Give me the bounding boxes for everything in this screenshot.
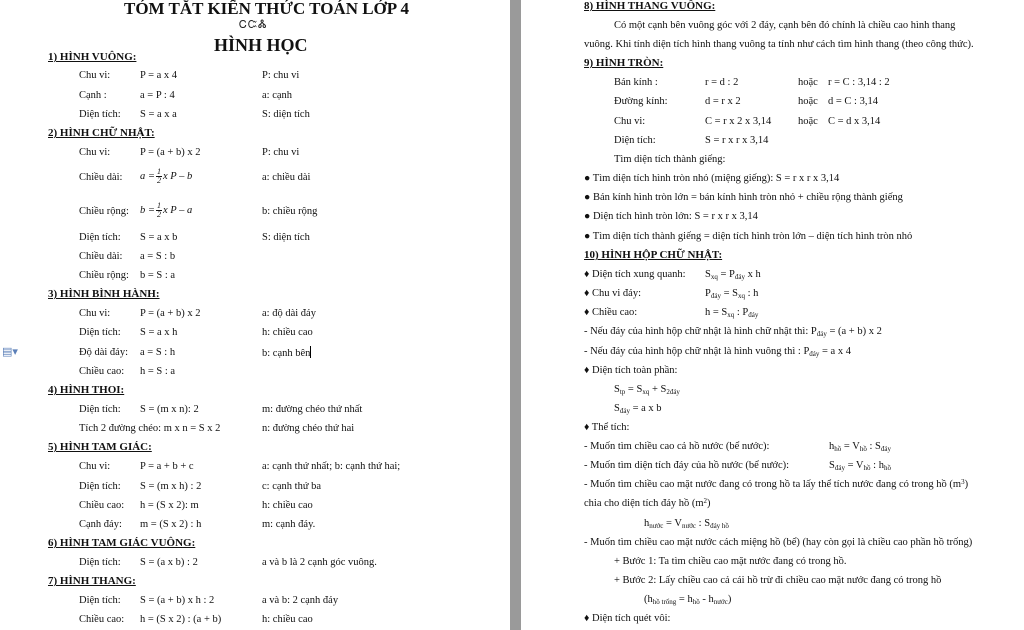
row-desc: P: chu vi bbox=[262, 70, 300, 81]
heading-parallelogram: 3) HÌNH BÌNH HÀNH: bbox=[48, 288, 160, 300]
row-formula: $(h_{hồ trống} = h_{hồ} - h_{nước})$ bbox=[644, 594, 732, 606]
row-desc: a và b là 2 cạnh góc vuông. bbox=[262, 557, 377, 568]
row-label: Chiều rộng: bbox=[79, 206, 129, 217]
bullet-item: ● Tìm diện tích thành giếng = diện tích hình tròn lớn – diện tích hình tròn nhỏ bbox=[584, 231, 913, 242]
bullet-item: ● Diện tích hình tròn lớn: S = r x r x 3,14 bbox=[584, 211, 758, 222]
row-label: Chiều rộng: bbox=[79, 270, 129, 281]
row-formula-alt: d = C : 3,14 bbox=[828, 96, 878, 107]
note-line: - Muốn tìm chiều cao mặt nước cách miệng hồ (bể) (hay còn gọi là chiều cao phần hồ trống) bbox=[584, 537, 973, 548]
row-label: ♦ Diện tích quét vôi: bbox=[584, 613, 671, 624]
row-label: Diện tích: bbox=[79, 595, 121, 606]
fraction-formula: b = $\frac{1}{2}$ x P – a bbox=[140, 201, 193, 220]
note-line: - Nếu đáy của hình hộp chữ nhật là hình vuông thì : $P_{đáy} = a$ x 4 bbox=[584, 346, 851, 358]
heading-rhombus: 4) HÌNH THOI: bbox=[48, 384, 125, 396]
row-desc: n: đường chéo thứ hai bbox=[262, 423, 355, 434]
note-line: - Muốn tìm chiều cao cả hồ nước (bể nước): bbox=[584, 441, 770, 452]
row-desc: h: chiều cao bbox=[262, 327, 313, 338]
heading-right-trapezoid: 8) HÌNH THANG VUÔNG: bbox=[584, 0, 716, 12]
row-label: Chiều dài: bbox=[79, 251, 123, 262]
row-label: Diện tích: bbox=[79, 109, 121, 120]
row-label: ♦ Thể tích: bbox=[584, 422, 630, 433]
row-formula: $S_{đáy} = a$ x b bbox=[614, 403, 662, 415]
row-or: hoặc bbox=[798, 116, 818, 127]
note-line: - Muốn tìm diện tích đáy của hồ nước (bể nước): bbox=[584, 460, 790, 471]
fraction: $\frac{1}{2}$ bbox=[156, 201, 161, 220]
row-formula: $S_{đáy} = V_{hồ}$ : $h_{hồ}$ bbox=[829, 460, 891, 472]
row-desc: P: chu vi bbox=[262, 147, 300, 158]
row-label: Chiều dài: bbox=[79, 172, 123, 183]
row-formula: S = a x h bbox=[140, 327, 178, 338]
row-label: Chiều cao: bbox=[79, 614, 125, 625]
row-label: Chiều cao: bbox=[79, 366, 125, 377]
title-ornament: ᏟᏨᏜ bbox=[239, 19, 268, 31]
row-label: Diện tích: bbox=[614, 135, 656, 146]
row-formula: h = (S x 2): m bbox=[140, 500, 199, 511]
heading-circle: 9) HÌNH TRÒN: bbox=[584, 57, 664, 69]
row-formula: S = a x a bbox=[140, 109, 177, 120]
bullet-item: ● Bán kính hình tròn lớn = bán kính hình tròn nhỏ + chiều rộng thành giếng bbox=[584, 192, 903, 203]
row-desc: a và b: 2 cạnh đáy bbox=[262, 595, 339, 606]
row-label: Diện tích: bbox=[79, 557, 121, 568]
row-formula: S = (a x b) : 2 bbox=[140, 557, 198, 568]
row-formula: P = a x 4 bbox=[140, 70, 178, 81]
heading-rectangle: 2) HÌNH CHỮ NHẬT: bbox=[48, 127, 155, 139]
row-label: Chu vi: bbox=[614, 116, 646, 127]
row-formula: P = a + b + c bbox=[140, 461, 194, 472]
row-or: hoặc bbox=[798, 96, 818, 107]
row-formula: S = a x b bbox=[140, 232, 178, 243]
row-label: Diện tích: bbox=[79, 327, 121, 338]
paragraph-line: vuông. Khi tính diện tích hình thang vuông ta tính như cách tìm hình thang (theo công thức). bbox=[584, 39, 974, 50]
row-label: Chu vi: bbox=[79, 147, 111, 158]
row-desc: h: chiều cao bbox=[262, 500, 313, 511]
row-desc: h: chiều cao bbox=[262, 614, 313, 625]
row-or: hoặc bbox=[798, 77, 818, 88]
row-desc: m: cạnh đáy. bbox=[262, 519, 316, 530]
document-page-right bbox=[521, 0, 1024, 630]
row-desc: m: đường chéo thứ nhất bbox=[262, 404, 363, 415]
row-desc: a: cạnh thứ nhất; b: cạnh thứ hai; bbox=[262, 461, 401, 472]
heading-square: 1) HÌNH VUÔNG: bbox=[48, 51, 137, 63]
row-label: Chiều cao: bbox=[79, 500, 125, 511]
row-formula: h = S : a bbox=[140, 366, 176, 377]
section-title-geometry: HÌNH HỌC bbox=[214, 35, 308, 55]
row-formula: S = (a + b) x h : 2 bbox=[140, 595, 215, 606]
row-desc: a: chiều dài bbox=[262, 172, 311, 183]
note-line: chia cho diện tích đáy hồ $(m^2)$ bbox=[584, 497, 711, 509]
document-page-left bbox=[0, 0, 510, 630]
row-formula: P = (a + b) x 2 bbox=[140, 147, 201, 158]
row-label: Diện tích: bbox=[79, 232, 121, 243]
row-label: ♦ Chu vi đáy: bbox=[584, 288, 641, 299]
fraction-formula: a = $\frac{1}{2}$ x P – b bbox=[140, 167, 193, 186]
note-line: - Nếu đáy của hình hộp chữ nhật là hình chữ nhật thì: $P_{đáy} = (a + b)$ x 2 bbox=[584, 326, 882, 338]
row-formula: S = (m x n): 2 bbox=[140, 404, 199, 415]
row-formula: S = (m x h) : 2 bbox=[140, 481, 202, 492]
heading-trapezoid: 7) HÌNH THANG: bbox=[48, 575, 136, 587]
row-label: Chu vi: bbox=[79, 308, 111, 319]
row-formula: $h_{hồ} = V_{hồ}$ : $S_{đáy}$ bbox=[829, 441, 891, 453]
row-formula-alt: C = d x 3,14 bbox=[828, 116, 881, 127]
subheading: Tìm diện tích thành giếng: bbox=[614, 154, 726, 165]
row-formula-alt: r = C : 3,14 : 2 bbox=[828, 77, 890, 88]
row-formula: $h = S_{xq}$ : $P_{đáy}$ bbox=[705, 307, 759, 319]
row-desc: a: cạnh bbox=[262, 90, 293, 101]
row-label: Bán kính : bbox=[614, 77, 658, 88]
heading-right-triangle: 6) HÌNH TAM GIÁC VUÔNG: bbox=[48, 537, 196, 549]
bullet-item: ● Tìm diện tích hình tròn nhỏ (miệng giếng): S = r x r x 3,14 bbox=[584, 173, 840, 184]
row-desc: b: chiều rộng bbox=[262, 206, 318, 217]
step-line: + Bước 2: Lấy chiều cao cả cái hồ trừ đi chiều cao mặt nước đang có trong hồ bbox=[614, 575, 942, 586]
row-desc: S: diện tích bbox=[262, 109, 310, 120]
row-formula: d = r x 2 bbox=[705, 96, 741, 107]
row-label: Chu vi: bbox=[79, 461, 111, 472]
fraction: $\frac{1}{2}$ bbox=[156, 167, 161, 186]
row-formula: m = (S x 2) : h bbox=[140, 519, 202, 530]
row-formula: C = r x 2 x 3,14 bbox=[705, 116, 772, 127]
heading-triangle: 5) HÌNH TAM GIÁC: bbox=[48, 441, 152, 453]
row-formula: r = d : 2 bbox=[705, 77, 739, 88]
row-desc: c: cạnh thứ ba bbox=[262, 481, 322, 492]
row-desc-with-cursor[interactable]: b: cạnh bên bbox=[262, 348, 311, 359]
row-label: Cạnh : bbox=[79, 90, 107, 101]
paragraph-line: Có một cạnh bên vuông góc với 2 đáy, cạnh bên đó chính là chiều cao hình thang bbox=[614, 20, 956, 31]
row-formula: a = P : 4 bbox=[140, 90, 175, 101]
row-desc: S: diện tích bbox=[262, 232, 310, 243]
row-formula: a = S : h bbox=[140, 347, 176, 358]
note-line: - Muốn tìm chiều cao mặt nước đang có trong hồ ta lấy thể tích nước đang có trong hồ $(m^3)$ bbox=[584, 478, 969, 490]
row-label: ♦ Diện tích toàn phần: bbox=[584, 365, 678, 376]
row-label: Cạnh đáy: bbox=[79, 519, 122, 530]
row-formula: $h_{nước} = V_{nước}$ : $S_{đáy hồ}$ bbox=[644, 518, 729, 530]
paste-options-icon[interactable]: ▤▾ bbox=[2, 345, 18, 358]
row-label: Độ dài đáy: bbox=[79, 347, 128, 358]
document-title: TÓM TẮT KIẾN THỨC TOÁN LỚP 4 bbox=[124, 0, 409, 18]
row-label: Đường kính: bbox=[614, 96, 668, 107]
row-formula: P = (a + b) x 2 bbox=[140, 308, 201, 319]
row-label: Diện tích: bbox=[79, 481, 121, 492]
step-line: + Bước 1: Ta tìm chiều cao mặt nước đang có trong hồ. bbox=[614, 556, 847, 567]
text-cursor bbox=[310, 346, 311, 358]
heading-cuboid: 10) HÌNH HỘP CHỮ NHẬT: bbox=[584, 249, 723, 261]
row-formula: $P_{đáy} = S_{xq}$ : h bbox=[705, 288, 759, 300]
row-label: Diện tích: bbox=[79, 404, 121, 415]
row-formula: h = (S x 2) : (a + b) bbox=[140, 614, 222, 625]
row-formula: a = S : b bbox=[140, 251, 176, 262]
row-formula: b = S : a bbox=[140, 270, 176, 281]
row-label: Chu vi: bbox=[79, 70, 111, 81]
row-formula: $S_{xq} = P_{đáy}$ x h bbox=[705, 269, 761, 281]
row-formula: S = r x r x 3,14 bbox=[705, 135, 769, 146]
row-desc: a: độ dài đáy bbox=[262, 308, 316, 319]
row-label: ♦ Chiều cao: bbox=[584, 307, 638, 318]
row-label: ♦ Diện tích xung quanh: bbox=[584, 269, 686, 280]
row-label: Tích 2 đường chéo: m x n = S x 2 bbox=[79, 423, 221, 434]
row-formula: $S_{tp} = S_{xq} + S_{2đáy}$ bbox=[614, 384, 680, 396]
